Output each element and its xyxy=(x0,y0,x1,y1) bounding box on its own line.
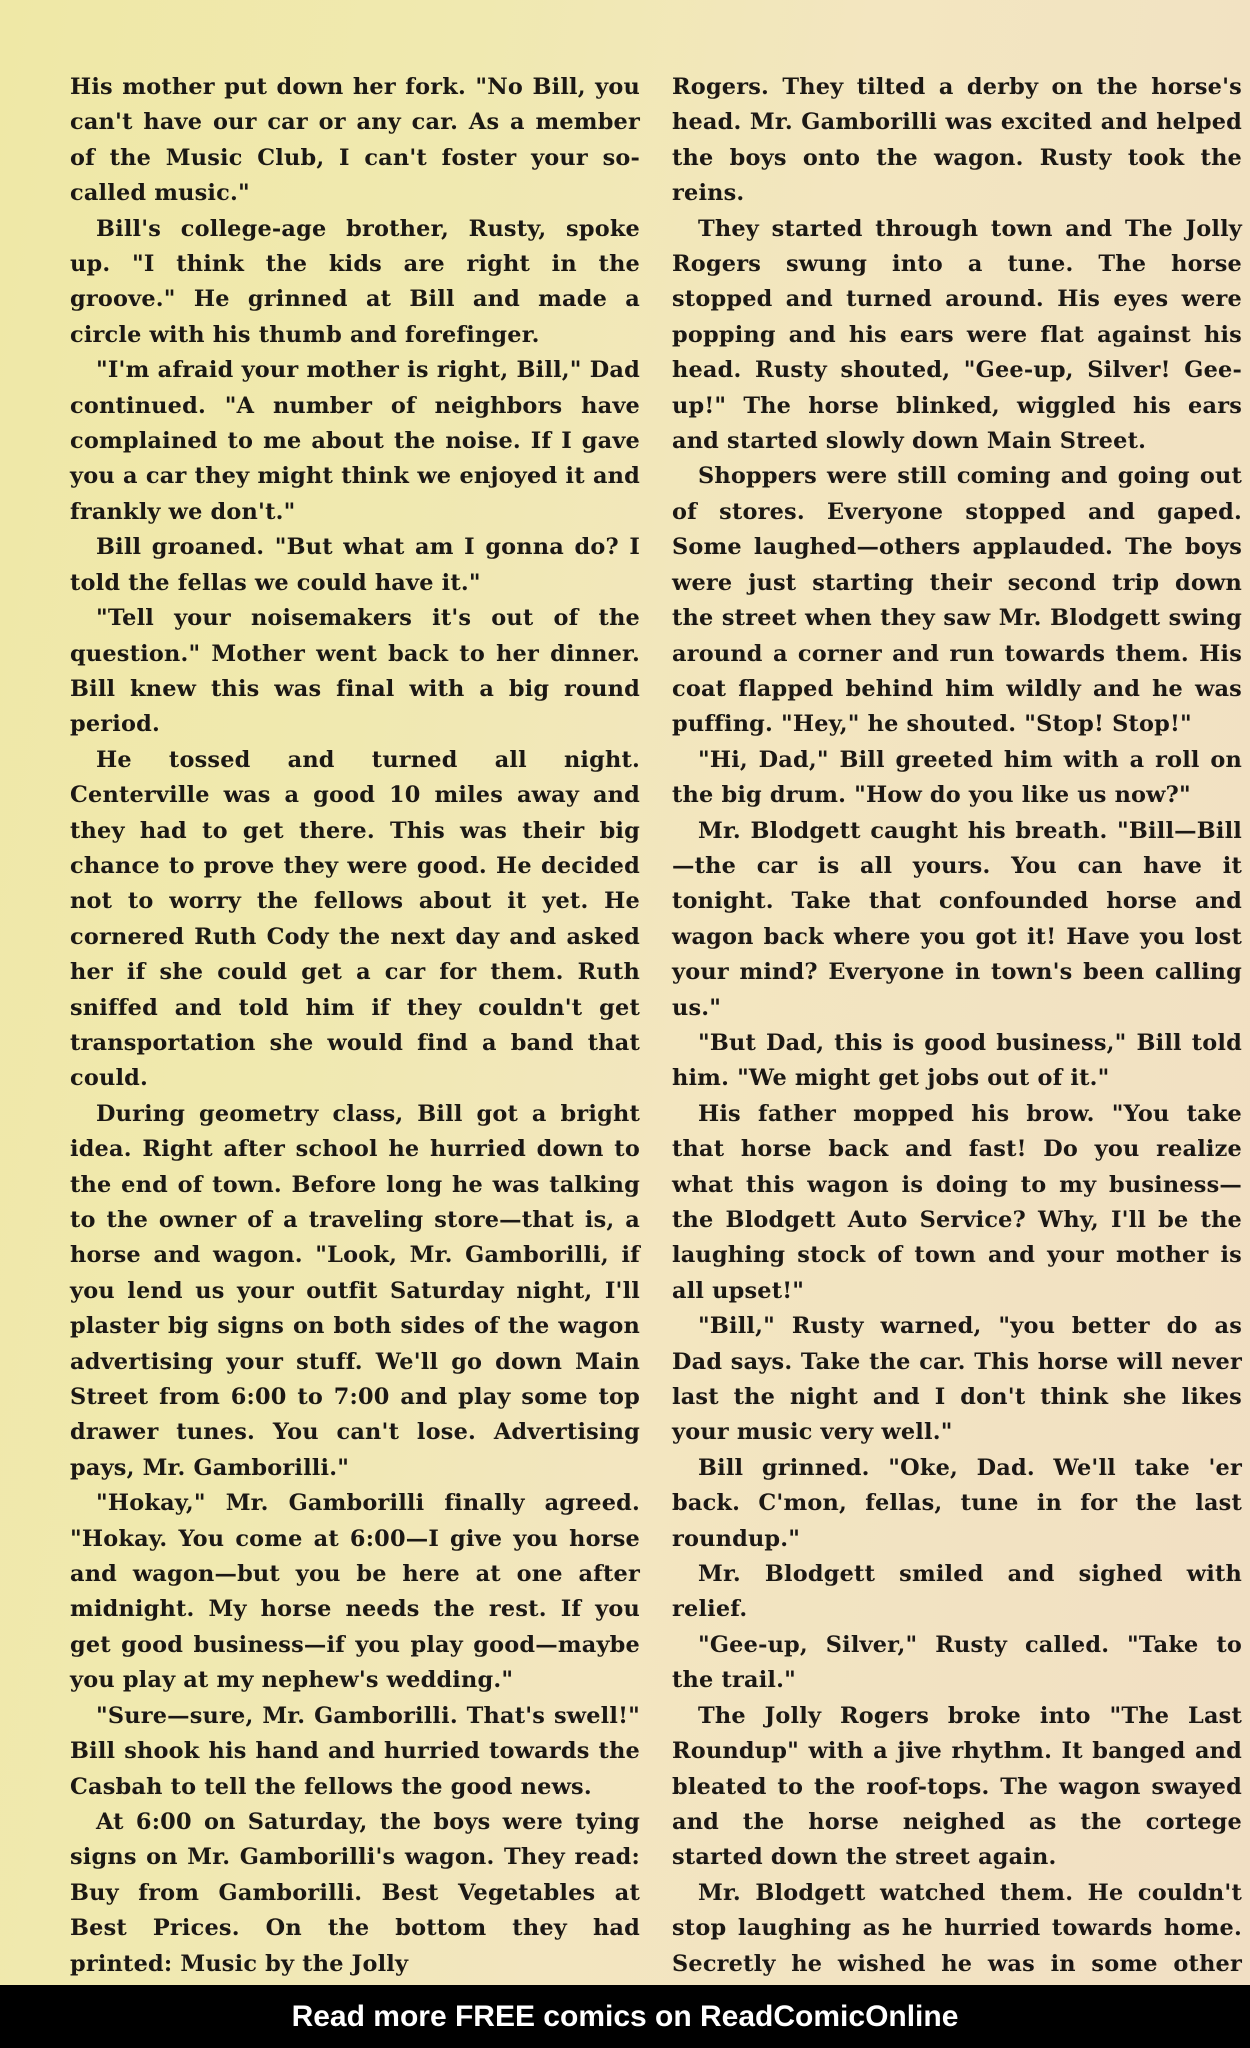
paragraph: Mr. Blodgett caught his breath. "Bill—Bill—the car is all yours. You can have it tonight. Take that confounded horse and wagon back where you got it! Have you lost your mind? Everyone in town's been calling us." xyxy=(672,817,1242,1021)
paragraph: "But Dad, this is good business," Bill told him. "We might get jobs out of it." xyxy=(672,1029,1242,1092)
paragraph: Bill groaned. "But what am I gonna do? I told the fellas we could have it." xyxy=(70,534,640,596)
paragraph: His mother put down her fork. "No Bill, you can't have our car or any car. As a member of the Music Club, I can't foster your so-called music." xyxy=(70,74,640,207)
paragraph: During geometry class, Bill got a bright idea. Right after school he hurried down to the end of town. Before long he was talking to the owner of a traveling store—that is, a horse and wagon. "Look, Mr. Gamborilli, if you lend us your outfit Saturday night, I'll plaster big signs on both sides of the wagon advertising your stuff. We'll go down Main Street from 6:00 to 7:00 and play some top drawer tunes. You can't lose. Advertising pays, Mr. Gamborilli." xyxy=(70,1100,640,1481)
paragraph: "Tell your noisemakers it's out of the question." Mother went back to her dinner. Bill knew this was final with a big round period. xyxy=(70,605,640,738)
paragraph: They started through town and The Jolly Rogers swung into a tune. The horse stopped and turned around. His eyes were popping and his ears were flat against his head. Rusty shouted, "Gee-up, Silver! Gee-up!" The horse blinked, wiggled his ears and started slowly down Main Street. xyxy=(672,215,1242,455)
paragraph: "Sure—sure, Mr. Gamborilli. That's swell!" Bill shook his hand and hurried towards the Casbah to tell the fellows the good news. xyxy=(70,1702,640,1800)
paragraph: "I'm afraid your mother is right, Bill," Dad continued. "A number of neighbors have complained to me about the noise. If I gave you a car they might think we enjoyed it and frankly we don't." xyxy=(70,357,640,525)
paragraph: The Jolly Rogers broke into "The Last Roundup" with a jive rhythm. It banged and bleated to the roof-tops. The wagon swayed and the horse neighed as the cortege started down the street again. xyxy=(672,1702,1242,1871)
paragraph: "Hokay," Mr. Gamborilli finally agreed. "Hokay. You come at 6:00—I give you horse and wagon—but you be here at one after midnight. My horse needs the rest. If you get good business—if you play good—maybe you play at my nephew's wedding." xyxy=(70,1490,640,1694)
story-column-right xyxy=(672,70,1242,1985)
paragraph: Bill grinned. "Oke, Dad. We'll take 'er back. C'mon, fellas, tune in for the last roundup." xyxy=(672,1454,1242,1552)
paragraph: "Hi, Dad," Bill greeted him with a roll on the big drum. "How do you like us now?" xyxy=(672,746,1242,809)
paragraph: "Gee-up, Silver," Rusty called. "Take to the trail." xyxy=(672,1631,1242,1694)
paragraph: He tossed and turned all night. Centerville was a good 10 miles away and they had to get there. This was their big chance to prove they were good. He decided not to worry the fellows about it yet. He cornered Ruth Cody the next day and asked her if she could get a car for them. Ruth sniffed and told him if they couldn't get transportation she would find a band that could. xyxy=(70,746,640,1092)
paragraph: Bill's college-age brother, Rusty, spoke up. "I think the kids are right in the groove." He grinned at Bill and made a circle with his thumb and forefinger. xyxy=(70,215,640,348)
paragraph: His father mopped his brow. "You take that horse back and fast! Do you realize what this wagon is doing to my business—the Blodgett Auto Service? Why, I'll be the laughing stock of town and your mother is all upset!" xyxy=(672,1100,1242,1304)
paragraph: Mr. Blodgett smiled and sighed with relief. xyxy=(672,1561,1242,1623)
paragraph: "Bill," Rusty warned, "you better do as Dad says. Take the car. This horse will never last the night and I don't think she likes your music very well." xyxy=(672,1313,1242,1446)
paragraph: Rogers. They tilted a derby on the horse's head. Mr. Gamborilli was excited and helped the boys onto the wagon. Rusty took the reins. xyxy=(672,74,1242,207)
paragraph: Mr. Blodgett watched them. He couldn't stop laughing as he hurried towards home. Secretly he wished he was in some other xyxy=(672,1879,1242,1977)
paragraph: Shoppers were still coming and going out of stores. Everyone stopped and gaped. Some laughed—others applauded. The boys were just starting their second trip down the street when they saw Mr. Blodgett swing around a corner and run towards them. His coat flapped behind him wildly and he was puffing. "Hey," he shouted. "Stop! Stop!" xyxy=(672,463,1242,738)
paragraph: At 6:00 on Saturday, the boys were tying signs on Mr. Gamborilli's wagon. They read: Buy from Gamborilli. Best Vegetables at Best Prices. On the bottom they had printed: Music by the Jolly xyxy=(70,1808,640,1977)
promo-footer-text: Read more FREE comics on ReadComicOnline xyxy=(291,2000,959,2033)
promo-footer-banner xyxy=(0,1985,1250,2048)
story-column-left xyxy=(70,70,640,1982)
